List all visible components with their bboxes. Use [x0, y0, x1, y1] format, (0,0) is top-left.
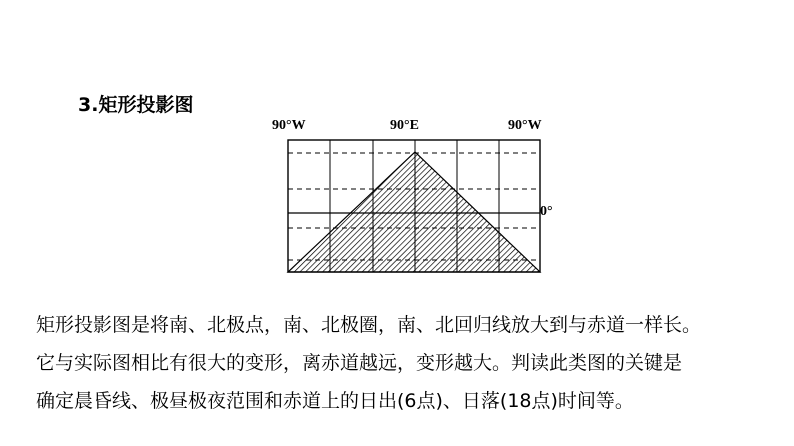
rectangular-projection-figure	[250, 112, 570, 292]
longitude-label-center: 90°E	[390, 118, 419, 133]
night-region	[288, 152, 540, 272]
longitude-label-left: 90°W	[272, 118, 306, 133]
section-heading: 3.矩形投影图	[78, 94, 194, 116]
latitude-label-equator: 0°	[540, 204, 553, 219]
paragraph-line: 它与实际图相比有很大的变形，离赤道越远，变形越大。判读此类图的关键是	[36, 352, 683, 374]
longitude-label-right: 90°W	[508, 118, 542, 133]
projection-grid	[250, 112, 570, 292]
description-paragraph	[36, 306, 776, 420]
paragraph-line: 矩形投影图是将南、北极点，南、北极圈，南、北回归线放大到与赤道一样长。	[36, 314, 702, 336]
paragraph-line: 确定晨昏线、极昼极夜范围和赤道上的日出(6点)、日落(18点)时间等。	[36, 390, 634, 412]
